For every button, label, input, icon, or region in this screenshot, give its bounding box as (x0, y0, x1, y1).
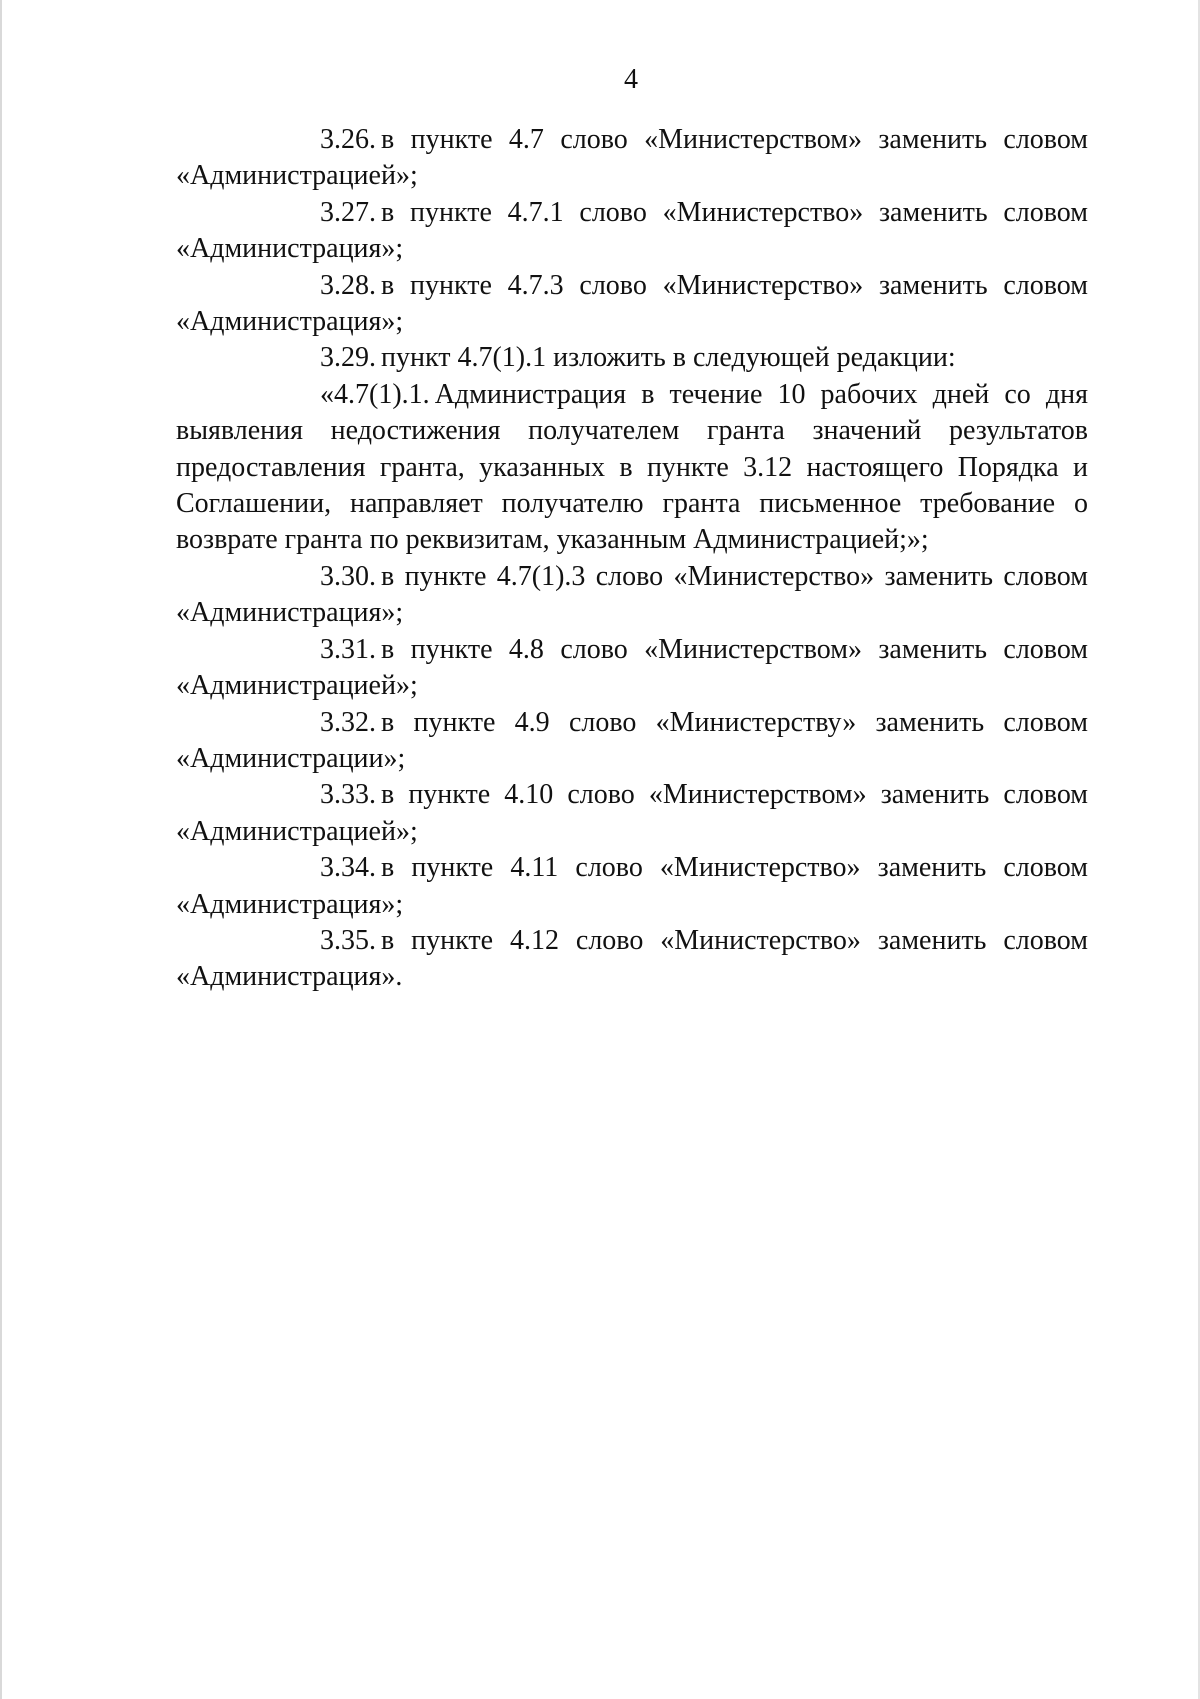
paragraph-3-26 (176, 122, 1088, 195)
paragraph-text: в пункте 4.12 слово «Министерство» заменить словом «Администрация». (176, 924, 1088, 993)
paragraph-text: в пункте 4.7 слово «Министерством» заменить словом «Администрацией»; (176, 124, 1088, 192)
paragraph-3-28 (176, 268, 1088, 341)
paragraph-number: 3.30. (320, 560, 376, 592)
paragraph-number: 3.26. (320, 124, 376, 155)
paragraph-3-27 (176, 195, 1088, 268)
paragraph-text: в пункте 4.11 слово «Министерство» заменить словом «Администрация»; (176, 852, 1088, 920)
paragraph-number: 3.27. (320, 196, 376, 228)
paragraph-3-34 (176, 850, 1088, 923)
paragraph-text: в пункте 4.8 слово «Министерством» заменить словом «Администрацией»; (176, 633, 1088, 702)
paragraph-4-7-1-1 (176, 377, 1088, 559)
paragraph-text: в пункте 4.9 слово «Министерству» заменить словом «Администрации»; (176, 706, 1088, 774)
paragraph-number: 3.33. (320, 779, 376, 811)
paragraph-number: 3.34. (320, 852, 376, 884)
page-number: 4 (624, 64, 638, 95)
paragraph-3-31 (176, 632, 1088, 705)
paragraph-text: пункт 4.7(1).1 изложить в следующей редакции: (381, 342, 956, 374)
paragraph-3-33 (176, 777, 1088, 850)
paragraph-3-30 (176, 559, 1088, 632)
paragraph-number: «4.7(1).1. (320, 378, 430, 410)
paragraph-number: 3.32. (320, 706, 376, 738)
paragraph-3-35 (176, 923, 1088, 996)
paragraph-number: 3.31. (320, 633, 376, 665)
paragraph-3-32 (176, 705, 1088, 778)
paragraph-text: в пункте 4.7.3 слово «Министерство» заменить словом «Администрация»; (176, 269, 1088, 338)
paragraph-number: 3.29. (320, 342, 376, 374)
paragraph-text: Администрация в течение 10 рабочих дней со дня выявления недостижения получателем гранта значений результатов предоставления гранта, указанных в пункте 3.12 настоящего Порядка и Соглашении, направляет получателю гранта письменное требование о возврате гранта по реквизитам, указанным Администрацией;»; (176, 378, 1088, 556)
page-edge-left (0, 0, 2, 1699)
paragraph-number: 3.35. (320, 924, 376, 956)
paragraph-number: 3.28. (320, 269, 376, 301)
paragraph-text: в пункте 4.10 слово «Министерством» заменить словом «Администрацией»; (176, 779, 1088, 847)
paragraph-text: в пункте 4.7(1).3 слово «Министерство» заменить словом «Администрация»; (176, 560, 1088, 629)
paragraph-text: в пункте 4.7.1 слово «Министерство» заменить словом «Администрация»; (176, 196, 1088, 265)
paragraph-3-29 (176, 340, 1088, 376)
document-body (176, 122, 1088, 996)
